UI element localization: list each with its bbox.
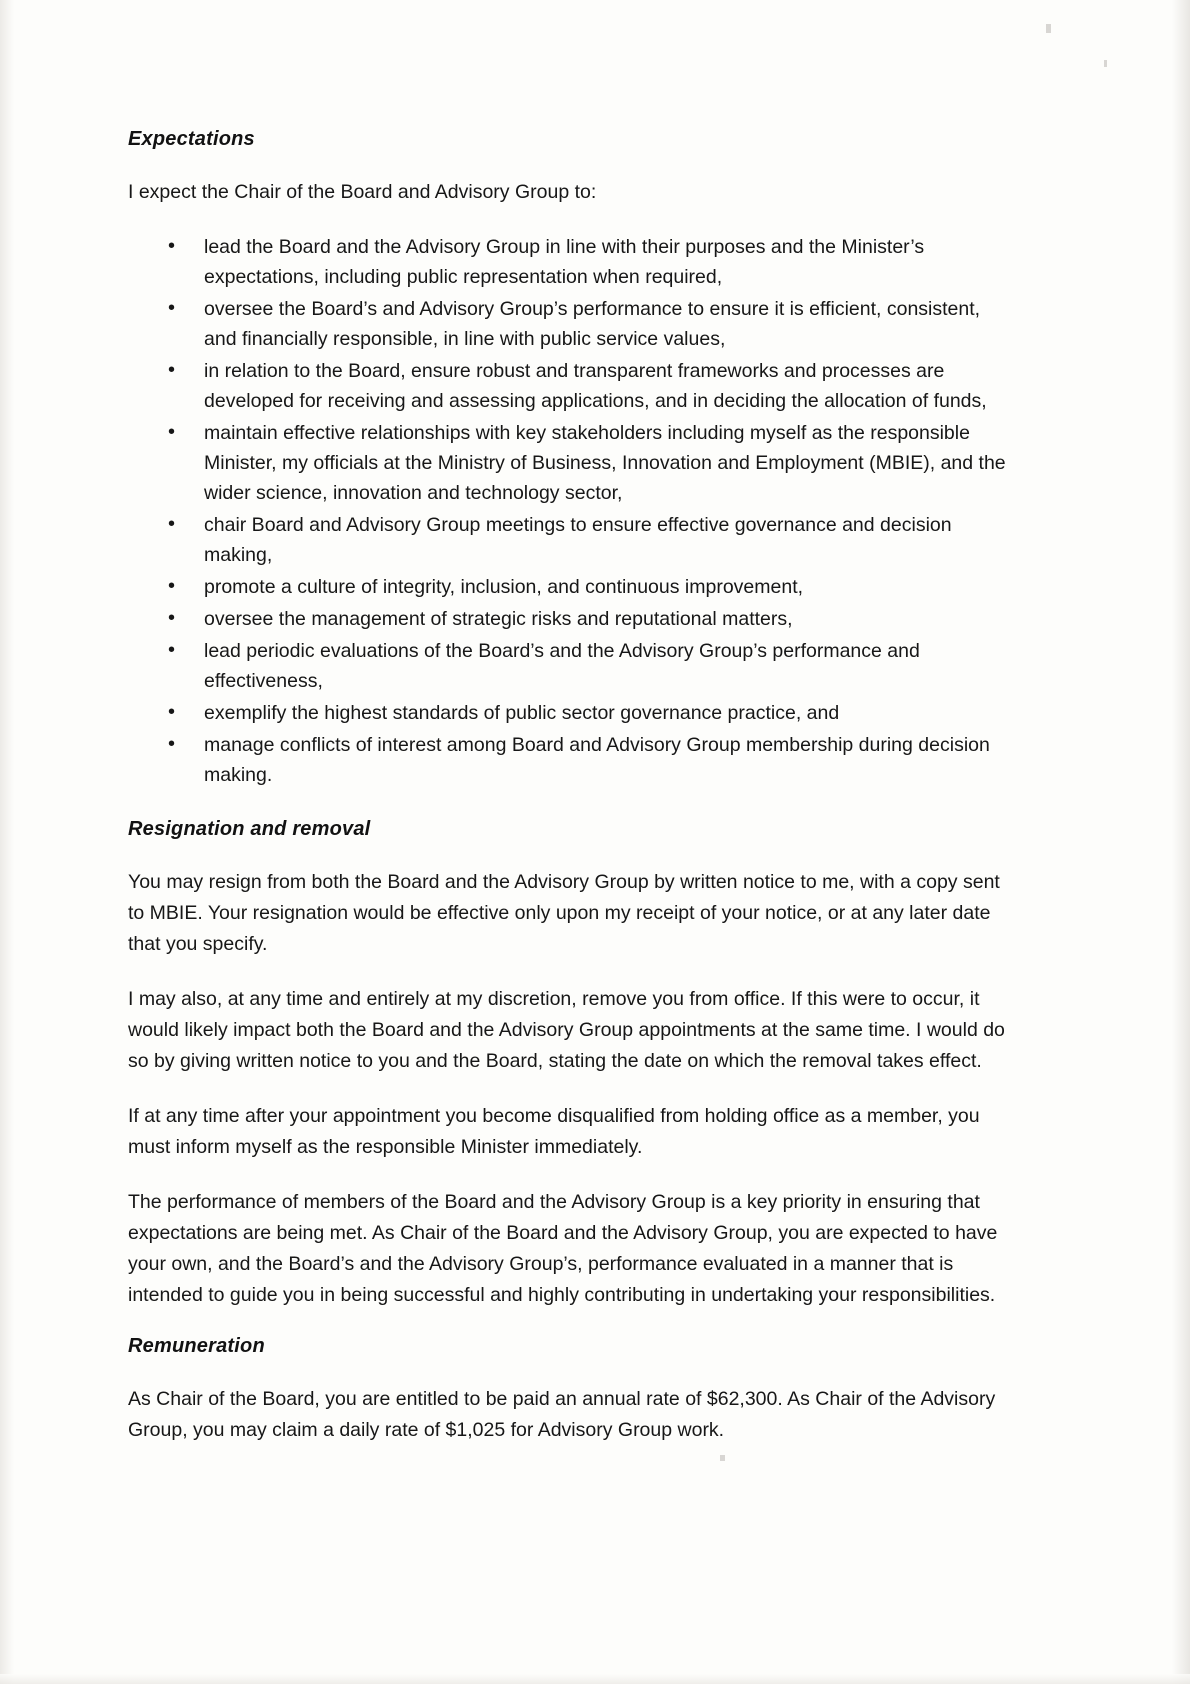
- section-heading-resignation-and-removal: Resignation and removal: [128, 818, 371, 840]
- paragraph: If at any time after your appointment you become disqualified from holding office as a member, you must inform myself as the responsible Minister immediately.: [128, 1105, 980, 1158]
- scan-edge-bottom: [0, 1674, 1190, 1684]
- scan-edge-left: [0, 0, 14, 1684]
- list-item: • oversee the Board’s and Advisory Group’s performance to ensure it is efficient, consistent, and financially responsible, in line with public service values,: [168, 294, 1008, 354]
- list-item: • promote a culture of integrity, inclusion, and continuous improvement,: [168, 572, 1008, 602]
- scan-speck: [1104, 60, 1107, 67]
- document-body: [128, 128, 1008, 1470]
- scan-edge-right: [1172, 0, 1190, 1684]
- expectations-intro: I expect the Chair of the Board and Advisory Group to:: [128, 181, 597, 203]
- list-item: • maintain effective relationships with key stakeholders including myself as the responsible Minister, my officials at the Ministry of Business, Innovation and Employment (MBIE), and the wider science, innovation and technology sector,: [168, 418, 1008, 508]
- paragraph: The performance of members of the Board and the Advisory Group is a key priority in ensuring that expectations are being met. As Chair of the Board and the Advisory Group, you are expected to have your own, and the Board’s and the Advisory Group’s, performance evaluated in a manner that is intended to guide you in being successful and highly contributing in undertaking your responsibilities.: [128, 1191, 998, 1306]
- paragraph: As Chair of the Board, you are entitled to be paid an annual rate of $62,300. As Chair of the Advisory Group, you may claim a daily rate of $1,025 for Advisory Group work.: [128, 1388, 996, 1441]
- expectations-list: [128, 232, 1008, 790]
- list-item: • in relation to the Board, ensure robust and transparent frameworks and processes are developed for receiving and assessing applications, and in deciding the allocation of funds,: [168, 356, 1008, 416]
- list-item: • lead the Board and the Advisory Group in line with their purposes and the Minister’s expectations, including public representation when required,: [168, 232, 1008, 292]
- paragraph: You may resign from both the Board and the Advisory Group by written notice to me, with a copy sent to MBIE. Your resignation would be effective only upon my receipt of your notice, or at any later date that you specify.: [128, 871, 1000, 955]
- scan-speck: [1046, 24, 1051, 33]
- section-heading-remuneration: Remuneration: [128, 1335, 265, 1357]
- list-item: • manage conflicts of interest among Board and Advisory Group membership during decision making.: [168, 730, 1008, 790]
- list-item: • lead periodic evaluations of the Board’s and the Advisory Group’s performance and effectiveness,: [168, 636, 1008, 696]
- section-heading-expectations: Expectations: [128, 128, 255, 150]
- list-item: • oversee the management of strategic risks and reputational matters,: [168, 604, 1008, 634]
- list-item: • exemplify the highest standards of public sector governance practice, and: [168, 698, 1008, 728]
- paragraph: I may also, at any time and entirely at my discretion, remove you from office. If this were to occur, it would likely impact both the Board and the Advisory Group appointments at the same time. I would do so by giving written notice to you and the Board, stating the date on which the removal takes effect.: [128, 988, 1005, 1072]
- list-item: • chair Board and Advisory Group meetings to ensure effective governance and decision making,: [168, 510, 1008, 570]
